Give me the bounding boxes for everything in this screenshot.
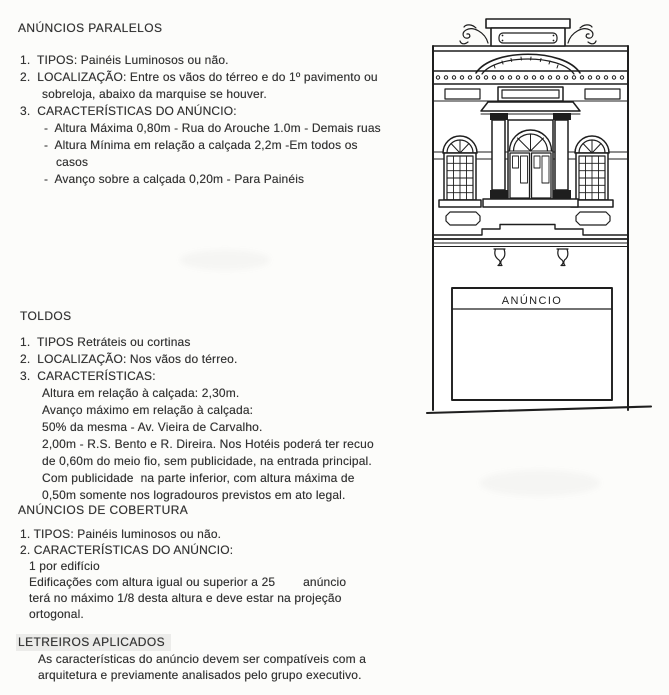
- left-scroll-ornament: [460, 25, 488, 44]
- column-capital: [553, 113, 571, 120]
- text-line: 2,00m - R.S. Bento e R. Direira. Nos Hotéis poderá ter recuo: [42, 437, 374, 451]
- section-heading: TOLDOS: [20, 309, 72, 323]
- text-line: 3. CARACTERÍSTICAS:: [20, 369, 156, 383]
- column-base: [490, 190, 508, 199]
- column-base: [553, 190, 571, 199]
- section-heading: ANÚNCIOS PARALELOS: [18, 21, 163, 35]
- text-line: de 0,60m do meio fio, sem publicidade, na entrada principal.: [42, 454, 372, 468]
- entrance-threshold: [483, 199, 578, 207]
- text-line: 2. LOCALIZAÇÃO: Entre os vãos do térreo e do 1º pavimento ou: [20, 70, 378, 84]
- section-anuncios-paralelos: [16, 20, 420, 188]
- text-line: 0,50m somente nos logradouros previstos em ato legal.: [42, 488, 346, 502]
- text-line: Altura em relação à calçada: 2,30m.: [42, 386, 240, 400]
- scan-blemish: [180, 250, 270, 270]
- text-line: ortogonal.: [29, 607, 84, 621]
- text-line: 3. CARACTERÍSTICAS DO ANÚNCIO:: [20, 104, 237, 118]
- section-heading: ANÚNCIOS DE COBERTURA: [18, 503, 189, 517]
- text-line: - Altura Máxima 0,80m - Rua do Arouche 1.0m - Demais ruas: [44, 121, 381, 135]
- section-toldos: [16, 308, 420, 504]
- text-line: 1. TIPOS Retráteis ou cortinas: [20, 335, 191, 349]
- parapet-plaque: [486, 19, 570, 46]
- anuncio-signboard: [452, 288, 612, 400]
- text-line: 2. CARACTERÍSTICAS DO ANÚNCIO:: [20, 543, 234, 557]
- scan-blemish: [480, 470, 600, 496]
- text-line: Com publicidade na parte inferior, com altura máxima de: [42, 471, 355, 485]
- text-line: Avanço máximo em relação à calçada:: [42, 403, 254, 417]
- section-anuncios-de-cobertura: [16, 502, 420, 622]
- text-line: 50% da mesma - Av. Vieira de Carvalho.: [42, 420, 263, 434]
- text-line: As características do anúncio devem ser compatíveis com a: [38, 652, 367, 666]
- text-line: 2. LOCALIZAÇÃO: Nos vãos do térreo.: [20, 352, 238, 366]
- text-line: terá no máximo 1/8 desta altura e deve estar na projeção: [29, 591, 342, 605]
- text-line: 1 por edifício: [29, 559, 100, 573]
- column-shaft: [555, 120, 568, 190]
- text-line: casos: [56, 155, 89, 169]
- window-sill: [439, 200, 481, 207]
- text-line: - Avanço sobre a calçada 0,20m - Para Painéis: [44, 172, 305, 186]
- right-scroll-ornament: [568, 25, 596, 44]
- text-line: arquitetura e previamente analisados pelo grupo executivo.: [38, 668, 362, 682]
- section-heading: LETREIROS APLICADOS: [16, 634, 171, 651]
- section-letreiros-aplicados: [16, 633, 420, 683]
- anuncio-label: ANÚNCIO: [501, 295, 563, 307]
- text-line: Edificações com altura igual ou superior a 25 anúncio: [29, 575, 347, 589]
- text-line: 1. TIPOS: Painéis Luminosos ou não.: [20, 53, 229, 67]
- text-line: 1. TIPOS: Painéis luminosos ou não.: [20, 527, 222, 541]
- column-shaft: [492, 120, 505, 190]
- door-frame: [508, 120, 553, 199]
- column-capital: [490, 113, 508, 120]
- text-line: sobreloja, abaixo da marquise se houver.: [42, 87, 267, 101]
- entrance-portico: [483, 113, 578, 207]
- building-facade-drawing: [424, 12, 669, 432]
- text-line: - Altura Mínima em relação a calçada 2,2m -Em todos os: [44, 138, 358, 152]
